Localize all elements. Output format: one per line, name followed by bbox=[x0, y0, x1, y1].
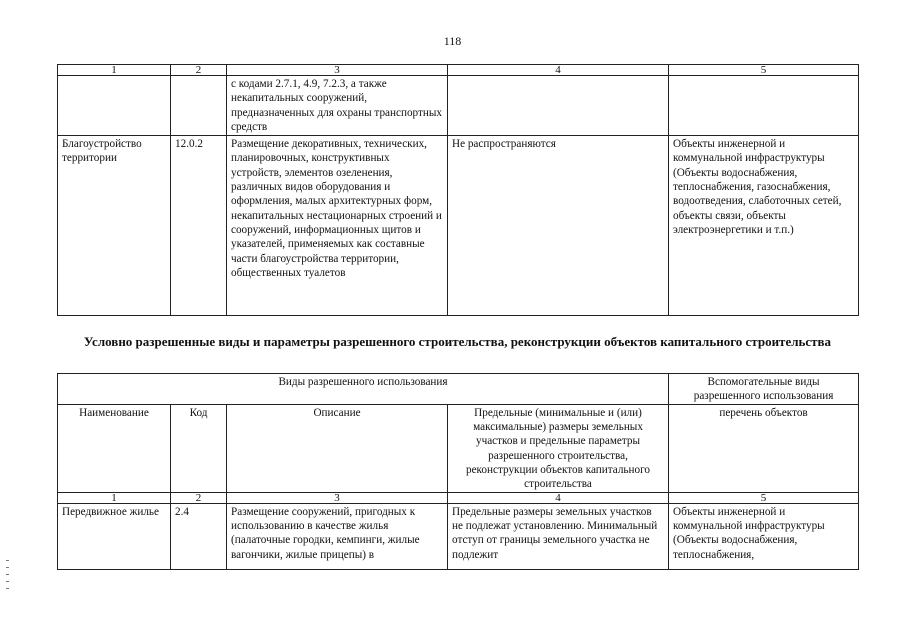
auxiliary-uses-cell: Объекты инженерной и коммунальной инфраструктуры (Объекты водоснабжения, теплоснабжения, bbox=[669, 503, 859, 569]
use-code-cell: 12.0.2 bbox=[171, 136, 227, 316]
header-parameters: Предельные (минимальные и (или) максимальные) размеры земельных участков и предельные параметры разрешенного строительства, реконструкции объектов капитального строительства bbox=[448, 404, 669, 492]
group-header-main: Виды разрешенного использования bbox=[58, 374, 669, 405]
column-number: 1 bbox=[58, 492, 171, 503]
use-description-cell: Размещение декоративных, технических, планировочных, конструктивных устройств, элементов озеленения, различных видов оборудования и оформления, малых архитектурных форм, некапитальных нестационарных строений и сооружений, информационных щитов и указателей, применяемых как составные части благоустройства территории, общественных туалетов bbox=[227, 136, 448, 316]
use-parameters-cell bbox=[448, 76, 669, 136]
header-name: Наименование bbox=[58, 404, 171, 492]
auxiliary-uses-cell: Объекты инженерной и коммунальной инфраструктуры (Объекты водоснабжения, теплоснабжения, газоснабжения, водоотведения, слаботочных сетей, объекты связи, объекты электроэнергетики и т.п.) bbox=[669, 136, 859, 316]
header-code: Код bbox=[171, 404, 227, 492]
column-header-row bbox=[58, 404, 859, 492]
use-parameters-cell: Предельные размеры земельных участков не подлежат установлению. Минимальный отступ от границы земельного участка не подлежит bbox=[448, 503, 669, 569]
table-row bbox=[58, 136, 859, 316]
table-row bbox=[58, 503, 859, 569]
column-number: 5 bbox=[669, 65, 859, 76]
use-name-cell: Передвижное жилье bbox=[58, 503, 171, 569]
use-description-cell: с кодами 2.7.1, 4.9, 7.2.3, а также некапитальных сооружений, предназначенных для охраны транспортных средств bbox=[227, 76, 448, 136]
column-number: 5 bbox=[669, 492, 859, 503]
column-number: 4 bbox=[448, 492, 669, 503]
use-name-cell bbox=[58, 76, 171, 136]
group-header-auxiliary: Вспомогательные виды разрешенного использования bbox=[669, 374, 859, 405]
header-auxiliary: перечень объектов bbox=[669, 404, 859, 492]
conditional-uses-table bbox=[57, 373, 859, 570]
group-header-row bbox=[58, 374, 859, 405]
page-number: 118 bbox=[443, 34, 462, 48]
column-number: 3 bbox=[227, 65, 448, 76]
permitted-uses-table-continued bbox=[57, 64, 859, 316]
column-number: 2 bbox=[171, 492, 227, 503]
use-description-cell: Размещение сооружений, пригодных к использованию в качестве жилья (палаточные городки, кемпинги, жилые вагончики, жилые прицепы) в bbox=[227, 503, 448, 569]
use-parameters-cell: Не распространяются bbox=[448, 136, 669, 316]
column-number: 3 bbox=[227, 492, 448, 503]
table-row bbox=[58, 76, 859, 136]
column-number: 2 bbox=[171, 65, 227, 76]
use-code-cell bbox=[171, 76, 227, 136]
column-number: 4 bbox=[448, 65, 669, 76]
use-code-cell: 2.4 bbox=[171, 503, 227, 569]
section-title: Условно разрешенные виды и параметры разрешенного строительства, реконструкции объектов капитального строительства bbox=[83, 334, 832, 349]
column-number-row bbox=[58, 492, 859, 503]
column-number: 1 bbox=[58, 65, 171, 76]
auxiliary-uses-cell bbox=[669, 76, 859, 136]
column-number-row bbox=[58, 65, 859, 76]
use-name-cell: Благоустройство территории bbox=[58, 136, 171, 316]
header-description: Описание bbox=[227, 404, 448, 492]
scan-margin-marks bbox=[6, 560, 8, 630]
